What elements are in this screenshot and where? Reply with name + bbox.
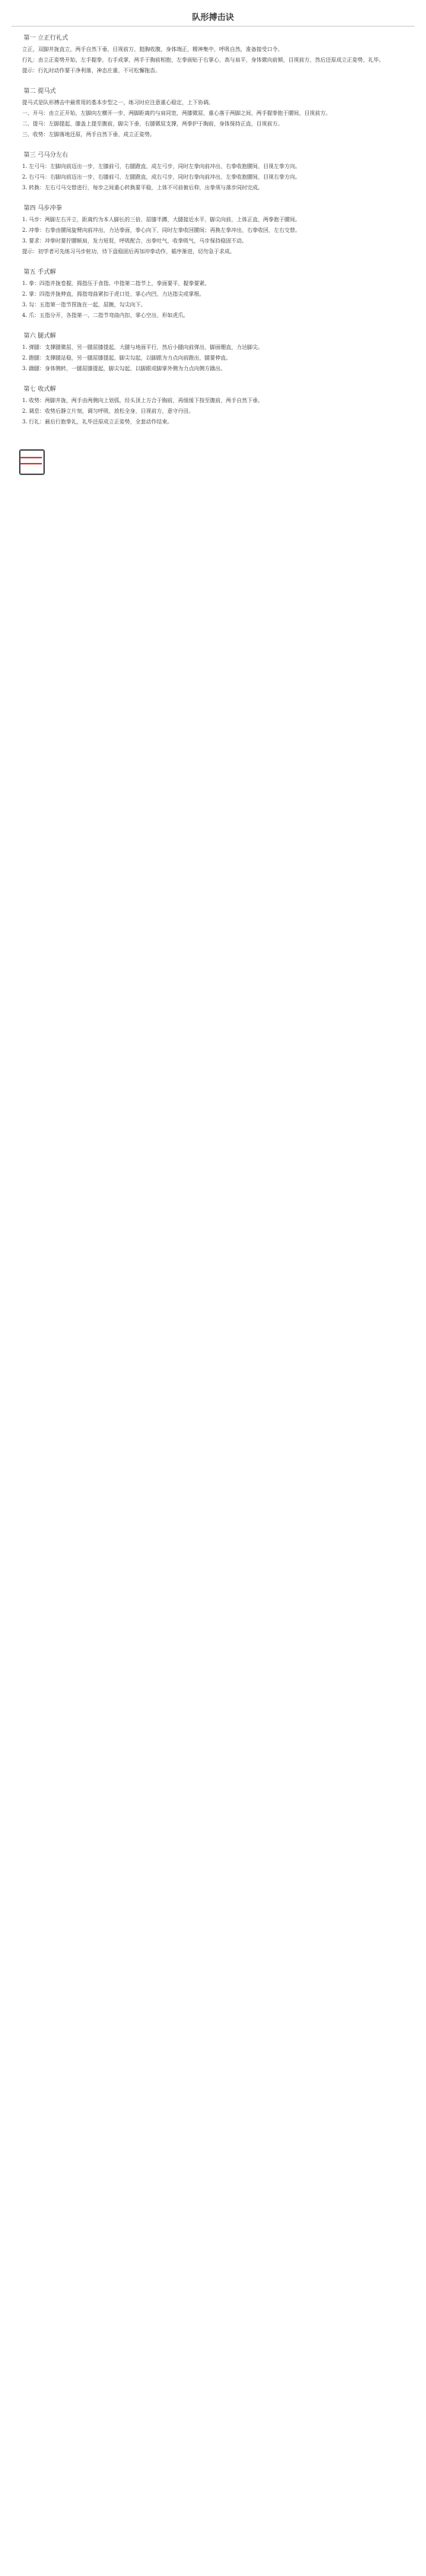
paragraph: 3. 行礼：最后行抱拳礼，礼毕还原成立正姿势，全套动作结束。 xyxy=(22,419,173,425)
section-heading: 第七 收式解 xyxy=(24,385,56,392)
section-heading: 第三 弓马分左右 xyxy=(24,151,68,158)
paragraph: 行礼：由立正姿势开始，左手握拳，右手成掌，两手于胸前相抱，左拳面贴于右掌心，高与肩平，身体微向前倾，目视前方，然后还原成立正姿势，礼毕。 xyxy=(22,57,384,63)
section-heading: 第一 立正行礼式 xyxy=(24,34,68,41)
paragraph: 提示：初学者可先练习马步桩功，待下盘稳固后再加冲拳动作，循序渐进，切勿急于求成。 xyxy=(22,249,235,255)
paragraph: 三、收势：左脚落地还原，两手自然下垂，成立正姿势。 xyxy=(22,131,155,138)
paragraph: 1. 弹腿：支撑腿微屈，另一腿屈膝提起，大腿与地面平行，然后小腿向前弹出，脚面绷直，力达脚尖。 xyxy=(22,344,263,350)
paragraph: 3. 踹腿：身体侧转，一腿屈膝提起，脚尖勾起，以脚跟或脚掌外侧为力点向侧方踹出。 xyxy=(22,366,226,372)
paragraph: 2. 掌：四指并拢伸直，拇指弯曲紧扣于虎口处，掌心内凹，力达指尖或掌根。 xyxy=(22,291,205,297)
paragraph: 立正，双脚并拢直立，两手自然下垂，目视前方，挺胸收腹，身体端正，精神集中，呼吸自然，准备接受口令。 xyxy=(22,46,283,52)
section-gap xyxy=(11,258,415,261)
section-gap xyxy=(11,194,415,197)
section-gap xyxy=(11,322,415,325)
title-divider xyxy=(11,26,415,27)
paragraph: 1. 拳：四指并拢卷握，拇指压于食指、中指第二指节上，拳面要平，握拳要紧。 xyxy=(22,280,210,287)
document-page xyxy=(11,0,415,431)
paragraph: 3. 转换：左右弓马交替进行，每步之间重心转换要平稳，上体不可前俯后仰，出拳须与落步同时完成。 xyxy=(22,185,263,191)
paragraph: 1. 收势：两脚并拢，两手由两侧向上划弧，经头顶上方合于胸前，再缓缓下按至腹前，两手自然下垂。 xyxy=(22,398,263,404)
paragraph: 一、开马：由立正开始，左脚向左横开一步，两脚距离约与肩同宽，两膝微屈，重心落于两脚之间，两手握拳抱于腰间，目视前方。 xyxy=(22,110,331,116)
section-heading: 第二 提马式 xyxy=(24,87,56,94)
seal-mark xyxy=(21,457,42,458)
section-gap xyxy=(11,428,415,431)
seal-mark xyxy=(21,463,42,464)
seal-frame xyxy=(19,449,45,475)
paragraph: 1. 马步：两脚左右开立，距离约为本人脚长的三倍，屈膝半蹲，大腿接近水平，脚尖向前，上体正直，两拳抱于腰间。 xyxy=(22,217,300,223)
document-body xyxy=(11,33,415,431)
section-gap xyxy=(11,141,415,144)
paragraph: 1. 左弓马：左脚向前迈出一步，左膝前弓，右腿蹬直，成左弓步，同时左拳向前冲出，右拳收抱腰间，目视左拳方向。 xyxy=(22,163,300,170)
section-heading: 第四 马步冲拳 xyxy=(24,204,62,211)
paragraph: 2. 蹬腿：支撑腿站稳，另一腿屈膝提起，脚尖勾起，以脚跟为力点向前蹬出，腿要伸直。 xyxy=(22,355,231,361)
section-heading: 第六 腿式解 xyxy=(24,332,56,339)
paragraph: 3. 要求：冲拳时要拧腰顺肩，发力短促，呼吸配合，出拳吐气，收拳吸气，马步保持稳固不动。 xyxy=(22,238,247,244)
paragraph: 二、提马：左脚提起，膝盖上提至腹前，脚尖下垂，右腿微屈支撑，两拳护于胸前，身体保持正直，目视前方。 xyxy=(22,121,283,127)
paragraph: 2. 调息：收势后静立片刻，调匀呼吸，放松全身，目视前方，意守丹田。 xyxy=(22,408,194,414)
section-gap xyxy=(11,77,415,80)
section-heading: 第五 手式解 xyxy=(24,268,56,275)
paragraph: 提马式是队形搏击中最常用的基本步型之一，练习时应注意重心稳定，上下协调。 xyxy=(22,100,214,106)
page-title: 队形搏击诀 xyxy=(192,12,234,22)
paragraph: 2. 冲拳：右拳由腰间旋臂向前冲出，力达拳面，拳心向下，同时左拳收回腰间；再换左拳冲出，右拳收回，左右交替。 xyxy=(22,227,300,233)
seal-stamp xyxy=(16,446,46,477)
section-gap xyxy=(11,375,415,378)
paragraph: 2. 右弓马：右脚向前迈出一步，右膝前弓，左腿蹬直，成右弓步，同时右拳向前冲出，左拳收抱腰间，目视右拳方向。 xyxy=(22,174,300,180)
paragraph: 3. 勾：五指第一指节捏拢在一起，屈腕，勾尖向下。 xyxy=(22,302,146,308)
paragraph: 4. 爪：五指分开，各指第一、二指节弯曲内扣，掌心空出，形如虎爪。 xyxy=(22,312,189,318)
paragraph: 提示：行礼时动作要干净利落，神态庄重，不可松懈拖沓。 xyxy=(22,68,161,74)
